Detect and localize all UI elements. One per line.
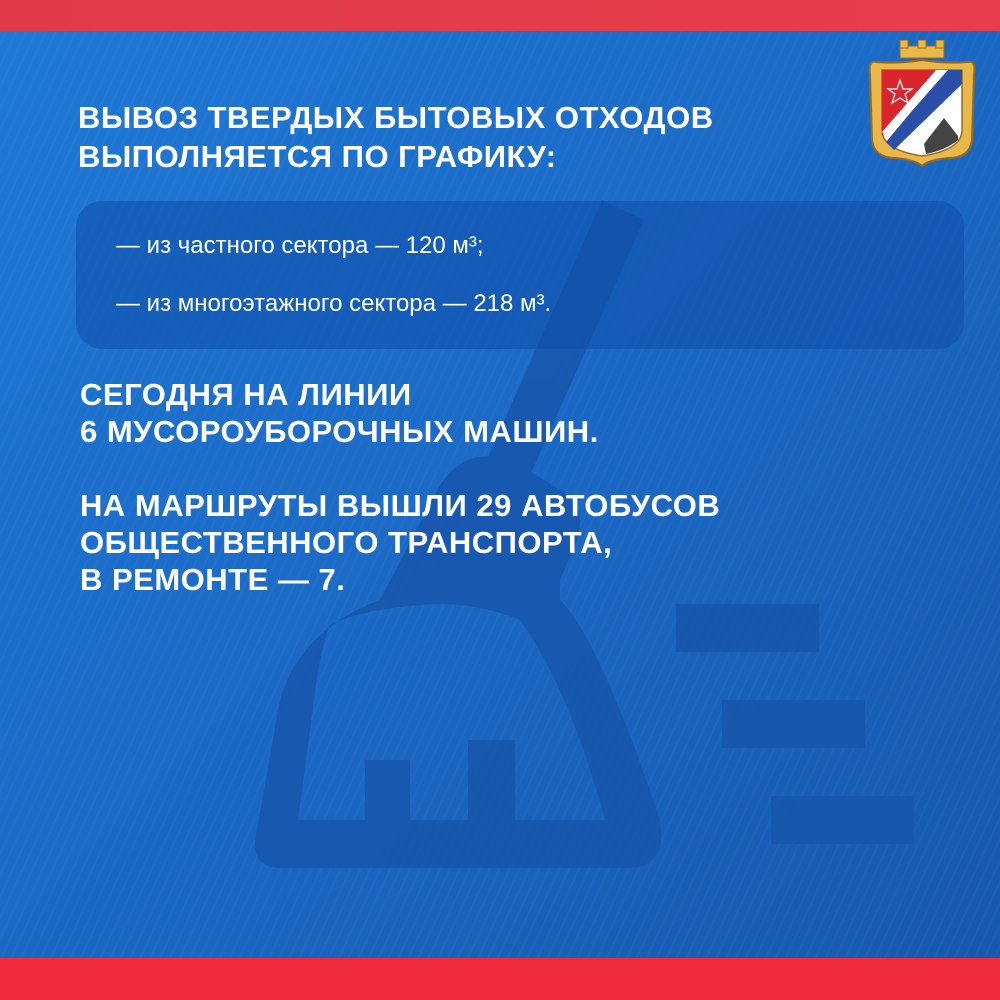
- page-title: [78, 98, 838, 176]
- buses-line-3: В РЕМОНТЕ — 7.: [80, 562, 346, 597]
- trucks-line-2: 6 МУСОРОУБОРОЧНЫХ МАШИН.: [80, 414, 599, 449]
- title-line-2: ВЫПОЛНЯЕТСЯ ПО ГРАФИКУ:: [78, 139, 557, 174]
- bottom-stripe: [0, 958, 1000, 1000]
- trucks-line-1: СЕГОДНЯ НА ЛИНИИ: [80, 377, 412, 412]
- buses-line-2: ОБЩЕСТВЕННОГО ТРАНСПОРТА,: [80, 525, 613, 560]
- schedule-item-multistorey: — из многоэтажного сектора — 218 м³.: [116, 290, 552, 317]
- schedule-panel: [76, 201, 964, 349]
- buses-info: [80, 487, 720, 598]
- title-line-1: ВЫВОЗ ТВЕРДЫХ БЫТОВЫХ ОТХОДОВ: [78, 100, 714, 135]
- buses-line-1: НА МАРШРУТЫ ВЫШЛИ 29 АВТОБУСОВ: [80, 488, 721, 523]
- city-coat-of-arms-icon: [866, 40, 978, 168]
- schedule-item-private: — из частного сектора — 120 м³;: [116, 232, 484, 259]
- trucks-info: [80, 376, 599, 450]
